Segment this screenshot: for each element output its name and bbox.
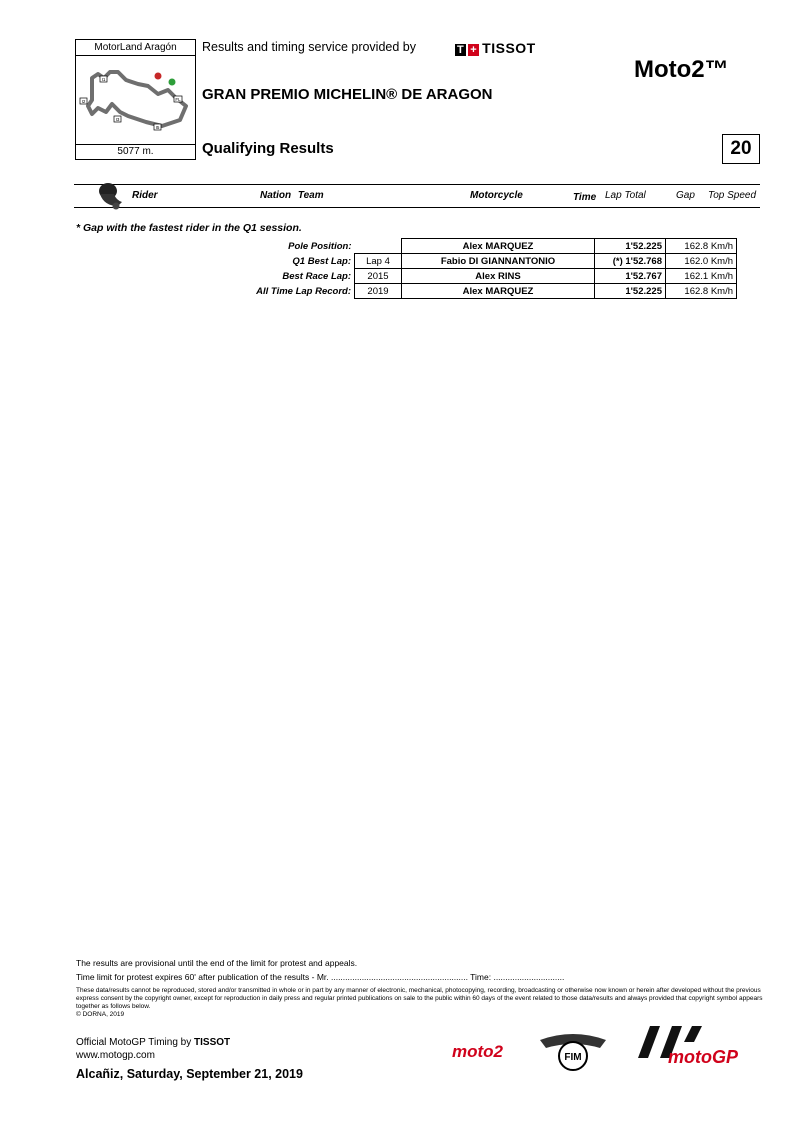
copyright: © DORNA, 2019	[76, 1011, 125, 1018]
record-time: 1'52.225	[595, 239, 666, 254]
record-rider: Alex RINS	[402, 269, 595, 284]
col-rider: Rider	[132, 190, 158, 201]
record-speed: 162.8 Km/h	[666, 284, 737, 299]
table-row	[240, 269, 737, 284]
website-link[interactable]: www.motogp.com	[76, 1050, 155, 1061]
legal-text	[76, 987, 766, 1019]
svg-text:FIM: FIM	[564, 1052, 582, 1063]
records-table	[240, 238, 737, 299]
track-length: 5077 m.	[75, 144, 196, 160]
col-top-speed: Top Speed	[708, 190, 757, 201]
category-title: Moto2™	[634, 56, 729, 83]
fim-logo	[536, 1030, 610, 1074]
motogp-logo: motoGP	[668, 1047, 738, 1067]
gap-note: * Gap with the fastest rider in the Q1 session.	[76, 222, 302, 234]
header-rule-top	[74, 184, 760, 185]
svg-text:I1: I1	[101, 77, 106, 82]
record-rider: Alex MARQUEZ	[402, 284, 595, 299]
table-row	[240, 254, 737, 269]
provider-text: Results and timing service provided by	[202, 40, 416, 54]
col-lap-total: Lap Total	[605, 190, 646, 201]
record-label: Best Race Lap:	[282, 270, 351, 282]
svg-text:I3: I3	[115, 117, 120, 122]
legal-paragraph: These data/results cannot be reproduced, stored and/or transmitted in whole or in part by any manner of electronic, mechanical, photocopying, recording, broadcasting or otherwise now known or herein after developed without the previous express consent by the copyright owner, except for reproduction in daily press and regular printed publications on sale to the public within 60 days of the event related to those data/results and always provided that copyright symbol appears together as follows below.	[76, 987, 763, 1010]
record-label: All Time Lap Record:	[256, 285, 351, 297]
svg-text:FL: FL	[175, 97, 181, 102]
track-map-icon	[76, 56, 195, 144]
record-lap: Lap 4	[355, 254, 402, 269]
record-speed: 162.1 Km/h	[666, 269, 737, 284]
col-nation-team: Nation Team	[260, 190, 324, 201]
moto2-logo: moto2	[452, 1042, 503, 1061]
header-rule-bottom	[74, 207, 760, 208]
record-lap	[355, 239, 402, 254]
tissot-logo: T + TISSOT	[457, 40, 536, 56]
record-label: Q1 Best Lap:	[292, 255, 351, 267]
record-rider: Alex MARQUEZ	[402, 239, 595, 254]
record-lap: 2015	[355, 269, 402, 284]
page-number: 20	[722, 134, 760, 164]
official-timing: Official MotoGP Timing by TISSOT	[76, 1037, 231, 1048]
record-time: 1'52.225	[595, 284, 666, 299]
event-title: GRAN PREMIO MICHELIN® DE ARAGON	[202, 86, 493, 103]
col-gap: Gap	[676, 190, 695, 201]
record-time: (*) 1'52.768	[595, 254, 666, 269]
svg-text:I2: I2	[81, 99, 86, 104]
record-label: Pole Position:	[288, 240, 352, 252]
table-row	[240, 239, 737, 254]
rider-helmet-icon	[92, 180, 126, 210]
track-map	[75, 55, 196, 145]
record-rider: Fabio DI GIANNANTONIO	[402, 254, 595, 269]
protest-note: Time limit for protest expires 60' after publication of the results - Mr. .......................................................... Time: ..............................	[76, 972, 565, 982]
circuit-name: MotorLand Aragón	[75, 39, 196, 56]
provisional-note: The results are provisional until the end of the limit for protest and appeals.	[76, 958, 358, 968]
table-row	[240, 284, 737, 299]
record-speed: 162.0 Km/h	[666, 254, 737, 269]
dateline: Alcañiz, Saturday, September 21, 2019	[76, 1067, 303, 1081]
record-speed: 162.8 Km/h	[666, 239, 737, 254]
record-time: 1'52.767	[595, 269, 666, 284]
col-motorcycle: Motorcycle	[470, 190, 523, 201]
svg-text:I5: I5	[155, 125, 160, 130]
col-time: Time	[573, 192, 597, 203]
session-title: Qualifying Results	[202, 140, 334, 157]
record-lap: 2019	[355, 284, 402, 299]
